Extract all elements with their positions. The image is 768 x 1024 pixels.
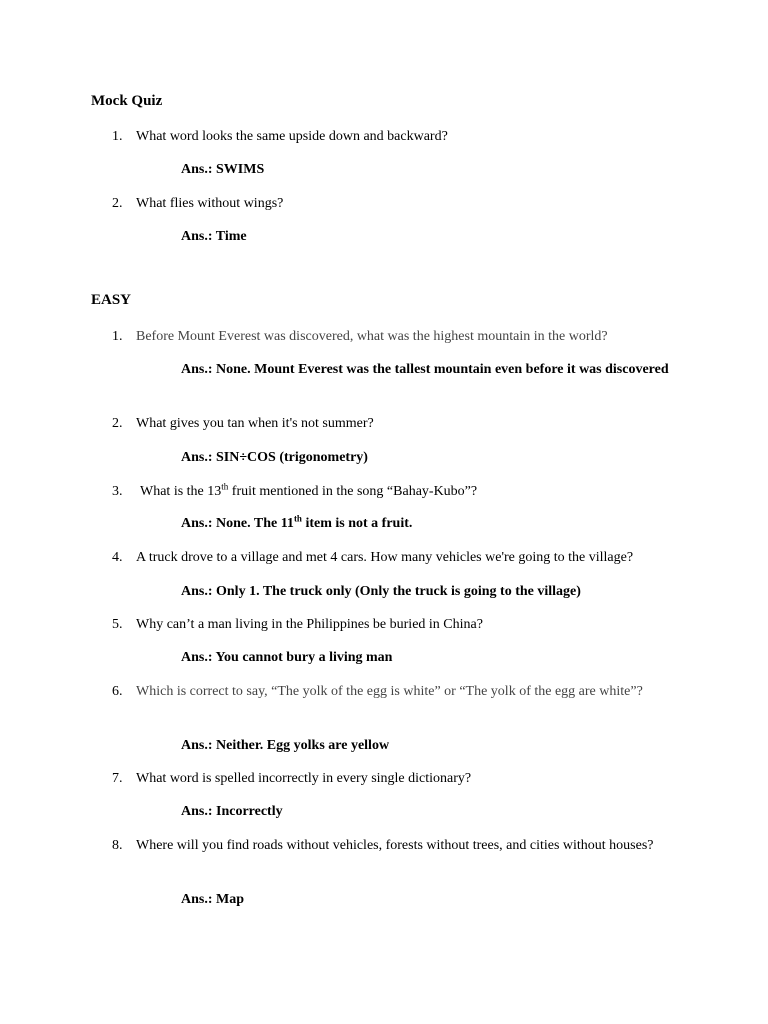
question-text: What word looks the same upside down and backward?: [136, 129, 448, 144]
answer-text: [181, 513, 677, 534]
question-text: What flies without wings?: [136, 196, 284, 211]
question-number: 2.: [112, 196, 123, 211]
answer-text: Ans.: None. Mount Everest was the tallest mountain even before it was discovered: [181, 362, 669, 377]
question-number: 1.: [112, 129, 123, 144]
answer-text-part: Ans.: None. The 11: [181, 516, 294, 531]
answer-text: Ans.: Map: [181, 892, 245, 907]
answer-text: Ans.: SWIMS: [181, 162, 265, 177]
question-number: 2.: [112, 416, 123, 431]
question-text: What word is spelled incorrectly in every single dictionary?: [136, 771, 472, 786]
question-text: A truck drove to a village and met 4 cars. How many vehicles we're going to the village?: [136, 550, 634, 565]
question-number: 6.: [112, 684, 123, 699]
section-title-easy: EASY: [91, 292, 132, 308]
question-text-part: What is the 13: [140, 484, 222, 499]
question-number: 8.: [112, 838, 123, 853]
question-number: 1.: [112, 329, 123, 344]
question-text-part: fruit mentioned in the song “Bahay-Kubo”?: [228, 484, 478, 499]
section-title-mock-quiz: Mock Quiz: [91, 93, 163, 109]
question-text: Which is correct to say, “The yolk of the egg is white” or “The yolk of the egg are white”?: [136, 684, 643, 699]
question-number: 3.: [112, 484, 123, 499]
question-text: Where will you find roads without vehicles, forests without trees, and cities without houses?: [136, 838, 654, 853]
answer-text-part: item is not a fruit.: [301, 516, 413, 531]
superscript: th: [221, 481, 229, 492]
answer-text: Ans.: Time: [181, 229, 247, 244]
answer-text: Ans.: Incorrectly: [181, 804, 283, 819]
question-text: Why can’t a man living in the Philippines be buried in China?: [136, 617, 483, 632]
question-text: Before Mount Everest was discovered, what was the highest mountain in the world?: [136, 329, 608, 344]
question-text: [140, 481, 681, 502]
question-number: 4.: [112, 550, 123, 565]
question-number: 7.: [112, 771, 123, 786]
superscript: th: [293, 513, 302, 524]
question-text: What gives you tan when it's not summer?: [136, 416, 374, 431]
answer-text: Ans.: Only 1. The truck only (Only the truck is going to the village): [181, 584, 581, 599]
question-number: 5.: [112, 617, 123, 632]
answer-text: Ans.: SIN÷COS (trigonometry): [181, 450, 368, 465]
answer-text: Ans.: Neither. Egg yolks are yellow: [181, 738, 390, 753]
answer-text: Ans.: You cannot bury a living man: [181, 650, 393, 665]
